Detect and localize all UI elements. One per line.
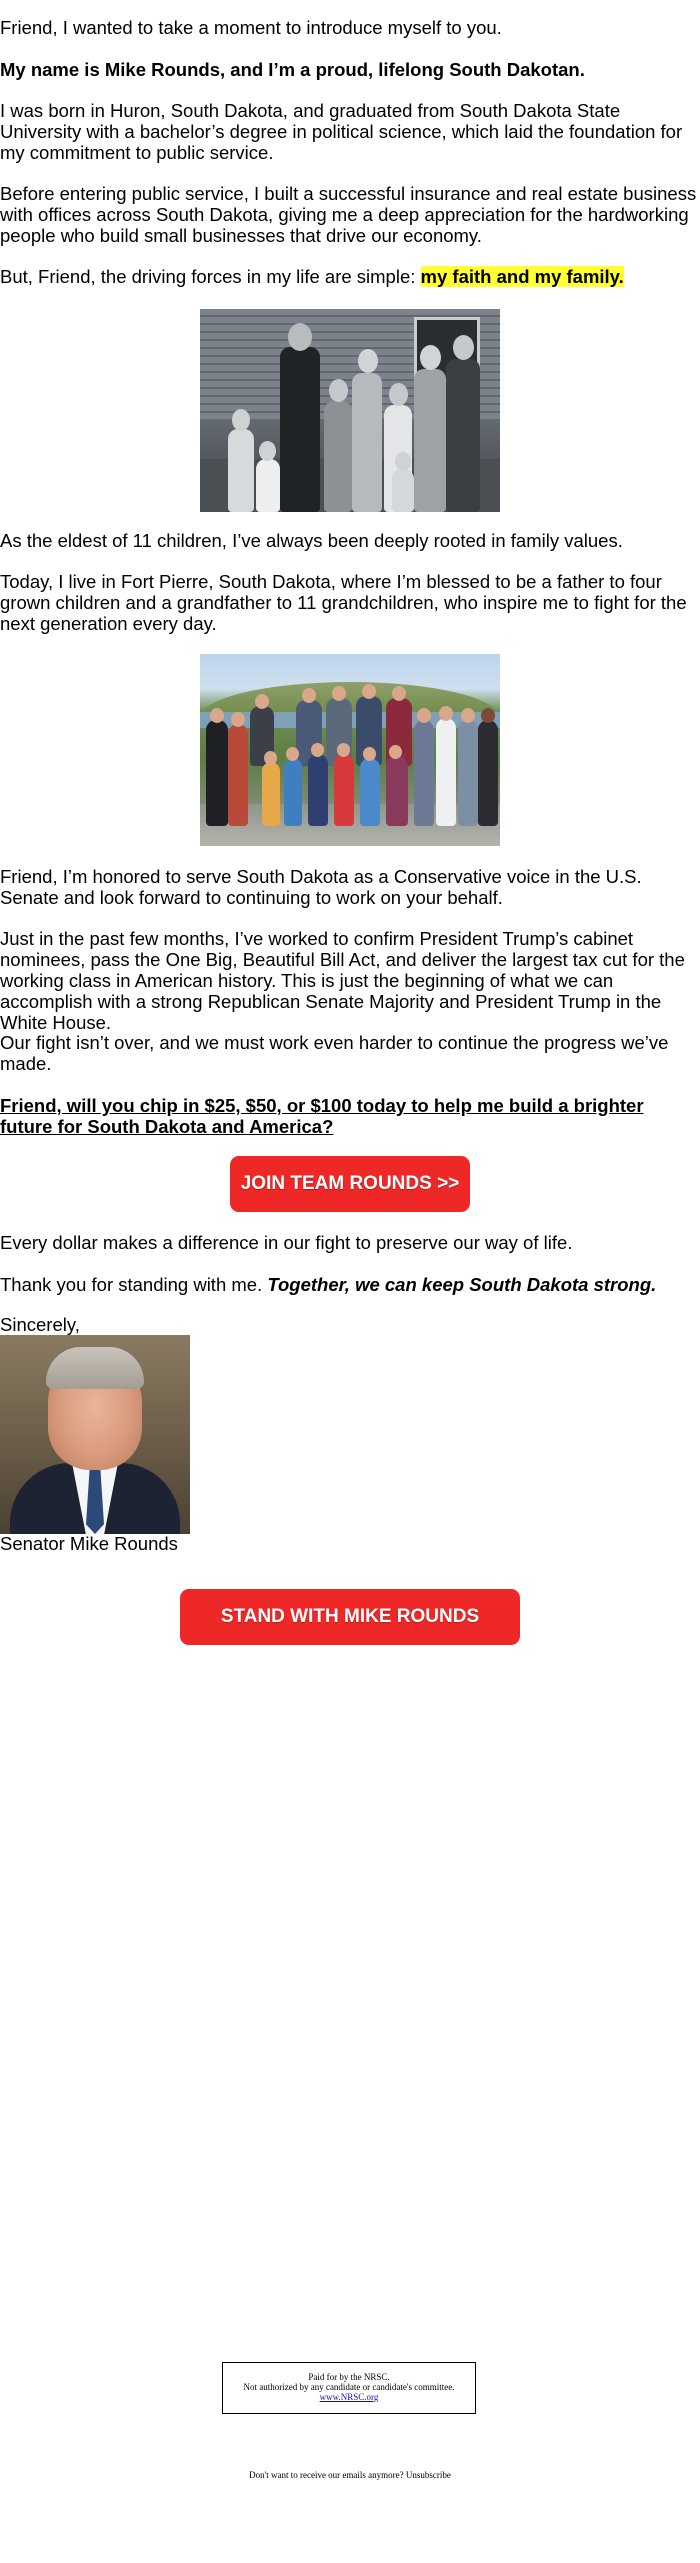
person-head [210, 708, 224, 723]
person-head [392, 686, 406, 701]
child-head [363, 747, 376, 761]
intro-paragraph: Friend, I wanted to take a moment to introduce myself to you. [0, 17, 502, 38]
paid-for-text: Paid for by the NRSC. [308, 2372, 390, 2382]
accomplishments-paragraph: Just in the past few months, I’ve worked to confirm President Trump’s cabinet nominees, pass the One Big, Beautiful Bill Act, and deliver the largest tax cut for the working class in American history. This is just the beginning of what we can accomplish with a strong Republican Senate Majority and President Trump in the White House. [0, 928, 685, 1033]
person-figure [206, 720, 228, 826]
hair [46, 1347, 144, 1389]
unsubscribe-line [0, 2470, 700, 2480]
sincerely-text: Sincerely, [0, 1314, 80, 1335]
person-head [461, 708, 475, 723]
driving-forces-text: But, Friend, the driving forces in my life are simple: [0, 266, 421, 287]
donation-ask-link[interactable]: Friend, will you chip in $25, $50, or $100 today to help me build a brighter future for South Dakota and America? [0, 1095, 644, 1137]
person-figure [228, 724, 248, 826]
child-head [329, 379, 348, 402]
person-head [231, 712, 245, 727]
child-figure [414, 369, 446, 512]
honored-paragraph: Friend, I’m honored to serve South Dakota as a Conservative voice in the U.S. Senate and look forward to continuing to work on your behalf. [0, 866, 642, 908]
child-figure [228, 429, 254, 512]
nrsc-link[interactable]: www.NRSC.org [319, 2392, 379, 2402]
driving-forces-paragraph [0, 266, 700, 287]
business-paragraph: Before entering public service, I built a successful insurance and real estate business with offices across South Dakota, giving me a deep appreciation for the hardworking people who build small businesses that drive our economy. [0, 183, 697, 246]
child-figure [284, 758, 302, 826]
child-head [259, 441, 276, 461]
child-figure [308, 754, 328, 826]
person-head [417, 708, 431, 723]
eldest-paragraph: As the eldest of 11 children, I’ve always been deeply rooted in family values. [0, 530, 623, 551]
family-photo-recent [200, 654, 500, 846]
child-head [264, 751, 277, 765]
child-figure [324, 401, 352, 512]
person-head [255, 694, 269, 709]
stand-with-mike-rounds-button[interactable]: STAND WITH MIKE ROUNDS [180, 1589, 520, 1645]
child-figure [256, 459, 280, 512]
adult-figure [280, 347, 320, 512]
child-figure [446, 359, 480, 512]
child-figure [334, 754, 354, 826]
family-photo-vintage [200, 309, 500, 512]
child-figure [262, 762, 280, 826]
child-figure [360, 758, 380, 826]
person-head [439, 706, 453, 721]
carousel-dots [348, 837, 362, 846]
thanks-paragraph [0, 1274, 700, 1295]
unsubscribe-link[interactable]: Don't want to receive our emails anymore? Unsubscribe [249, 2470, 451, 2480]
child-head [395, 452, 411, 471]
person-head [302, 688, 316, 703]
faith-family-highlight: my faith and my family. [420, 266, 624, 287]
born-paragraph: I was born in Huron, South Dakota, and graduated from South Dakota State University with a bachelor’s degree in political science, which laid the foundation for my commitment to public service. [0, 100, 683, 163]
child-figure [386, 756, 408, 826]
person-figure [414, 720, 434, 826]
child-head [389, 745, 402, 759]
every-dollar-paragraph: Every dollar makes a difference in our fight to preserve our way of life. [0, 1232, 573, 1253]
adult-head [288, 323, 312, 351]
child-head [358, 349, 378, 373]
child-head [311, 743, 324, 757]
child-head [337, 743, 350, 757]
person-figure [478, 720, 498, 826]
person-figure [436, 718, 456, 826]
child-head [286, 747, 299, 761]
child-head [389, 383, 408, 406]
paid-for-disclaimer [222, 2362, 476, 2414]
child-head [453, 335, 474, 360]
name-paragraph: My name is Mike Rounds, and I’m a proud, lifelong South Dakotan. [0, 59, 585, 80]
fight-paragraph: Our fight isn’t over, and we must work even harder to continue the progress we’ve made. [0, 1032, 669, 1074]
child-figure [392, 469, 414, 512]
child-figure [352, 373, 382, 512]
person-head [332, 686, 346, 701]
senator-portrait [0, 1335, 190, 1534]
thanks-emphasis: Together, we can keep South Dakota strong. [267, 1274, 657, 1295]
person-figure [458, 720, 478, 826]
child-head [420, 345, 441, 370]
signature-name: Senator Mike Rounds [0, 1533, 178, 1554]
thanks-text: Thank you for standing with me. [0, 1274, 268, 1295]
today-paragraph: Today, I live in Fort Pierre, South Dakota, where I’m blessed to be a father to four grown children and a grandfather to 11 grandchildren, who inspire me to fight for the next generation every day. [0, 571, 687, 634]
join-team-rounds-button[interactable]: JOIN TEAM ROUNDS >> [230, 1156, 470, 1212]
person-head [362, 684, 376, 699]
person-head [481, 708, 495, 723]
not-authorized-text: Not authorized by any candidate or candidate's committee. [243, 2382, 455, 2392]
child-head [232, 409, 250, 431]
